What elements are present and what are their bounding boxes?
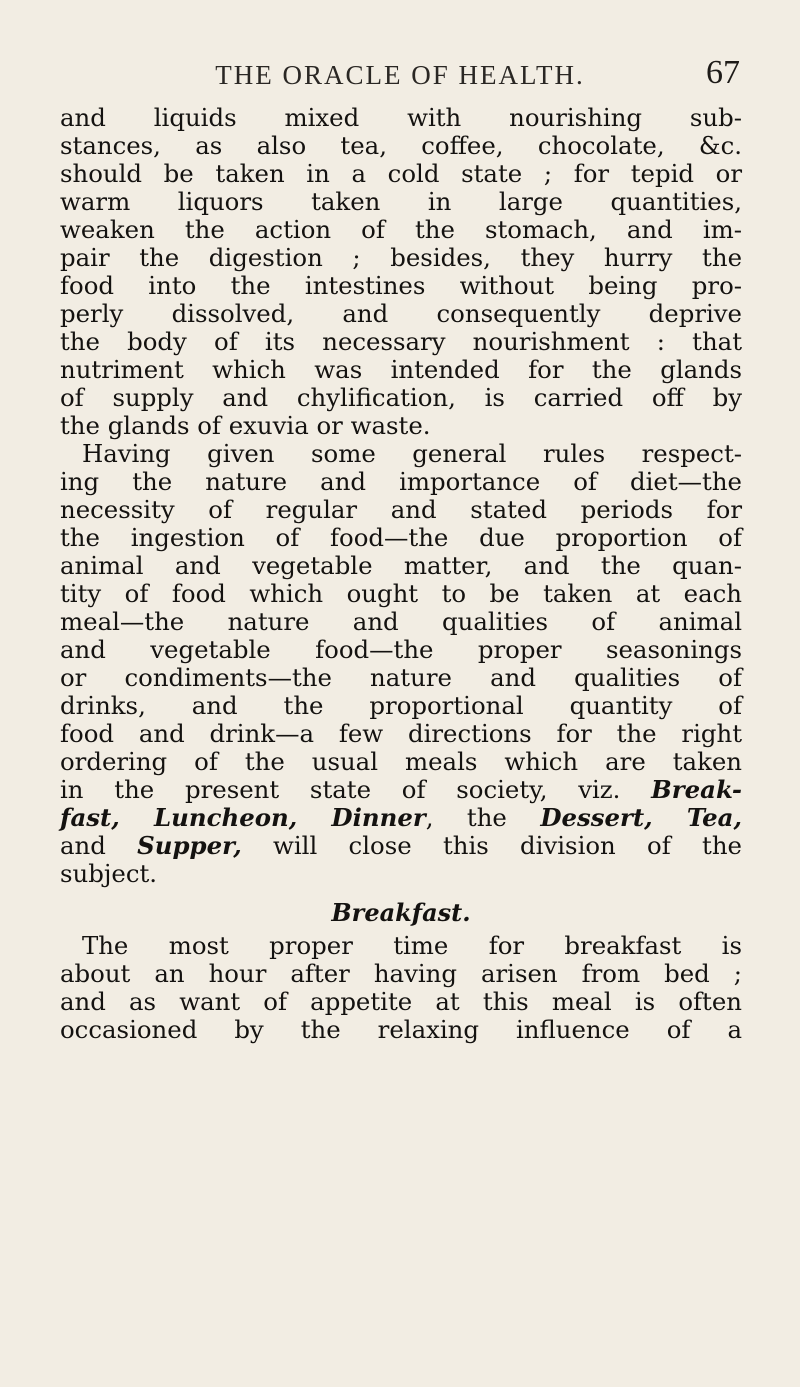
meal-name: Supper, [137, 831, 242, 860]
line-text: in the present state of society, viz. [60, 775, 652, 804]
text-line: and vegetable food—the proper seasonings [60, 635, 742, 664]
text-line: Having given some general rules respect- [81, 439, 742, 468]
meal-name: fast, Luncheon, Dinner [60, 803, 426, 832]
text-line: pair the digestion ; besides, they hurry the [60, 243, 742, 272]
section-heading: Breakfast. [331, 898, 471, 927]
line-text: and [60, 831, 138, 860]
text-line: stances, as also tea, coffee, chocolate, &c. [60, 131, 742, 160]
text-line: ordering of the usual meals which are taken [60, 747, 742, 776]
paragraph-2 [60, 440, 742, 888]
text-line: and liquids mixed with nourishing sub- [60, 103, 742, 132]
text-line: or condiments—the nature and qualities of [60, 663, 742, 692]
meal-name: Dessert, Tea, [540, 803, 742, 832]
text-line: the body of its necessary nourishment : that [60, 327, 742, 356]
paragraph-3 [60, 932, 742, 1044]
text-line: should be taken in a cold state ; for tepid or [60, 159, 742, 188]
running-title: THE ORACLE OF HEALTH. [215, 60, 585, 90]
meal-name: Break- [651, 775, 742, 804]
text-line: occasioned by the relaxing influence of a [60, 1015, 742, 1044]
text-line: subject. [60, 859, 158, 888]
text-line [60, 804, 742, 832]
page-number: 67 [706, 54, 740, 91]
page-header [60, 52, 740, 92]
text-line [60, 776, 742, 804]
text-line: ing the nature and importance of diet—the [60, 467, 742, 496]
text-line: warm liquors taken in large quantities, [60, 187, 742, 216]
text-line: and as want of appetite at this meal is often [60, 987, 742, 1016]
text-line: tity of food which ought to be taken at each [60, 579, 742, 608]
paragraph-1 [60, 104, 742, 440]
text-line: drinks, and the proportional quantity of [60, 691, 742, 720]
text-line: food into the intestines without being pro- [60, 271, 742, 300]
line-text: , the [425, 803, 541, 832]
text-line: the ingestion of food—the due proportion of [60, 523, 742, 552]
body-text [60, 104, 742, 1044]
text-line: the glands of exuvia or waste. [60, 411, 431, 440]
text-line: about an hour after having arisen from bed ; [60, 959, 742, 988]
line-text: will close this division of the [241, 831, 742, 860]
text-line: nutriment which was intended for the glands [60, 355, 742, 384]
text-line: The most proper time for breakfast is [81, 931, 742, 960]
text-line: animal and vegetable matter, and the quan- [60, 551, 742, 580]
text-line: meal—the nature and qualities of animal [60, 607, 742, 636]
text-line: necessity of regular and stated periods for [60, 495, 742, 524]
text-line: weaken the action of the stomach, and im- [60, 215, 742, 244]
text-line [60, 832, 742, 860]
text-line: of supply and chylification, is carried off by [60, 383, 742, 412]
text-line: perly dissolved, and consequently deprive [60, 299, 742, 328]
text-line: food and drink—a few directions for the right [60, 719, 742, 748]
